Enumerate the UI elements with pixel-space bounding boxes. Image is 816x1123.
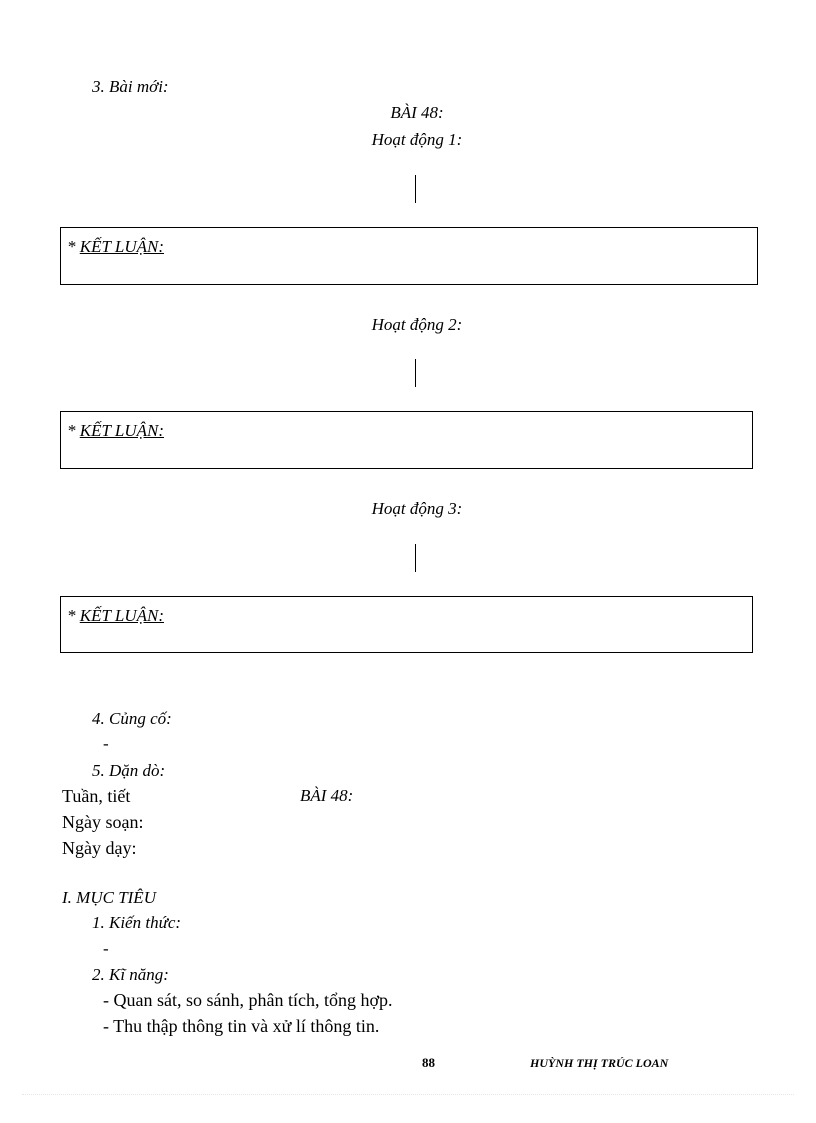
teach-date-label: Ngày dạy: xyxy=(62,838,137,858)
activity-2-conclusion-label xyxy=(67,421,164,441)
conclusion-prefix: * xyxy=(67,606,80,625)
knowledge-heading: 1. Kiến thức: xyxy=(92,913,182,932)
objectives-title: I. MỤC TIÊU xyxy=(62,888,156,907)
activity-2-divider xyxy=(415,359,416,387)
week-label: Tuần, tiết xyxy=(62,786,131,806)
conclusion-text: KẾT LUẬN: xyxy=(79,237,164,256)
activity-3-title: Hoạt động 3: xyxy=(371,499,463,518)
section-4-heading: 4. Củng cố: xyxy=(92,709,172,728)
author-name: HUỲNH THỊ TRÚC LOAN xyxy=(530,1056,669,1070)
activity-1-conclusion-label xyxy=(67,237,164,257)
activity-1-divider xyxy=(415,175,416,203)
activity-3-divider xyxy=(415,544,416,572)
page-number: 88 xyxy=(422,1055,435,1070)
skills-item-2: - Thu thập thông tin và xử lí thông tin. xyxy=(103,1016,380,1036)
conclusion-prefix: * xyxy=(67,421,80,440)
lesson-label: BÀI 48: xyxy=(300,786,354,805)
conclusion-prefix: * xyxy=(67,237,80,256)
skills-heading: 2. Kĩ năng: xyxy=(92,965,169,984)
page-edge-divider xyxy=(22,1094,794,1095)
activity-3-conclusion-box xyxy=(60,596,753,653)
conclusion-text: KẾT LUẬN: xyxy=(79,606,164,625)
activity-1-conclusion-box xyxy=(60,227,758,285)
section-4-item: - xyxy=(103,734,109,753)
activity-3-conclusion-label xyxy=(67,606,164,626)
lesson-heading: BÀI 48: xyxy=(390,103,444,122)
conclusion-text: KẾT LUẬN: xyxy=(79,421,164,440)
section-3-heading: 3. Bài mới: xyxy=(92,77,169,96)
section-5-heading: 5. Dặn dò: xyxy=(92,761,166,780)
activity-2-conclusion-box xyxy=(60,411,753,469)
prep-date-label: Ngày soạn: xyxy=(62,812,144,832)
activity-2-title: Hoạt động 2: xyxy=(371,315,463,334)
skills-item-1: - Quan sát, so sánh, phân tích, tổng hợp. xyxy=(103,990,393,1010)
knowledge-item: - xyxy=(103,939,109,958)
activity-1-title: Hoạt động 1: xyxy=(371,130,463,149)
